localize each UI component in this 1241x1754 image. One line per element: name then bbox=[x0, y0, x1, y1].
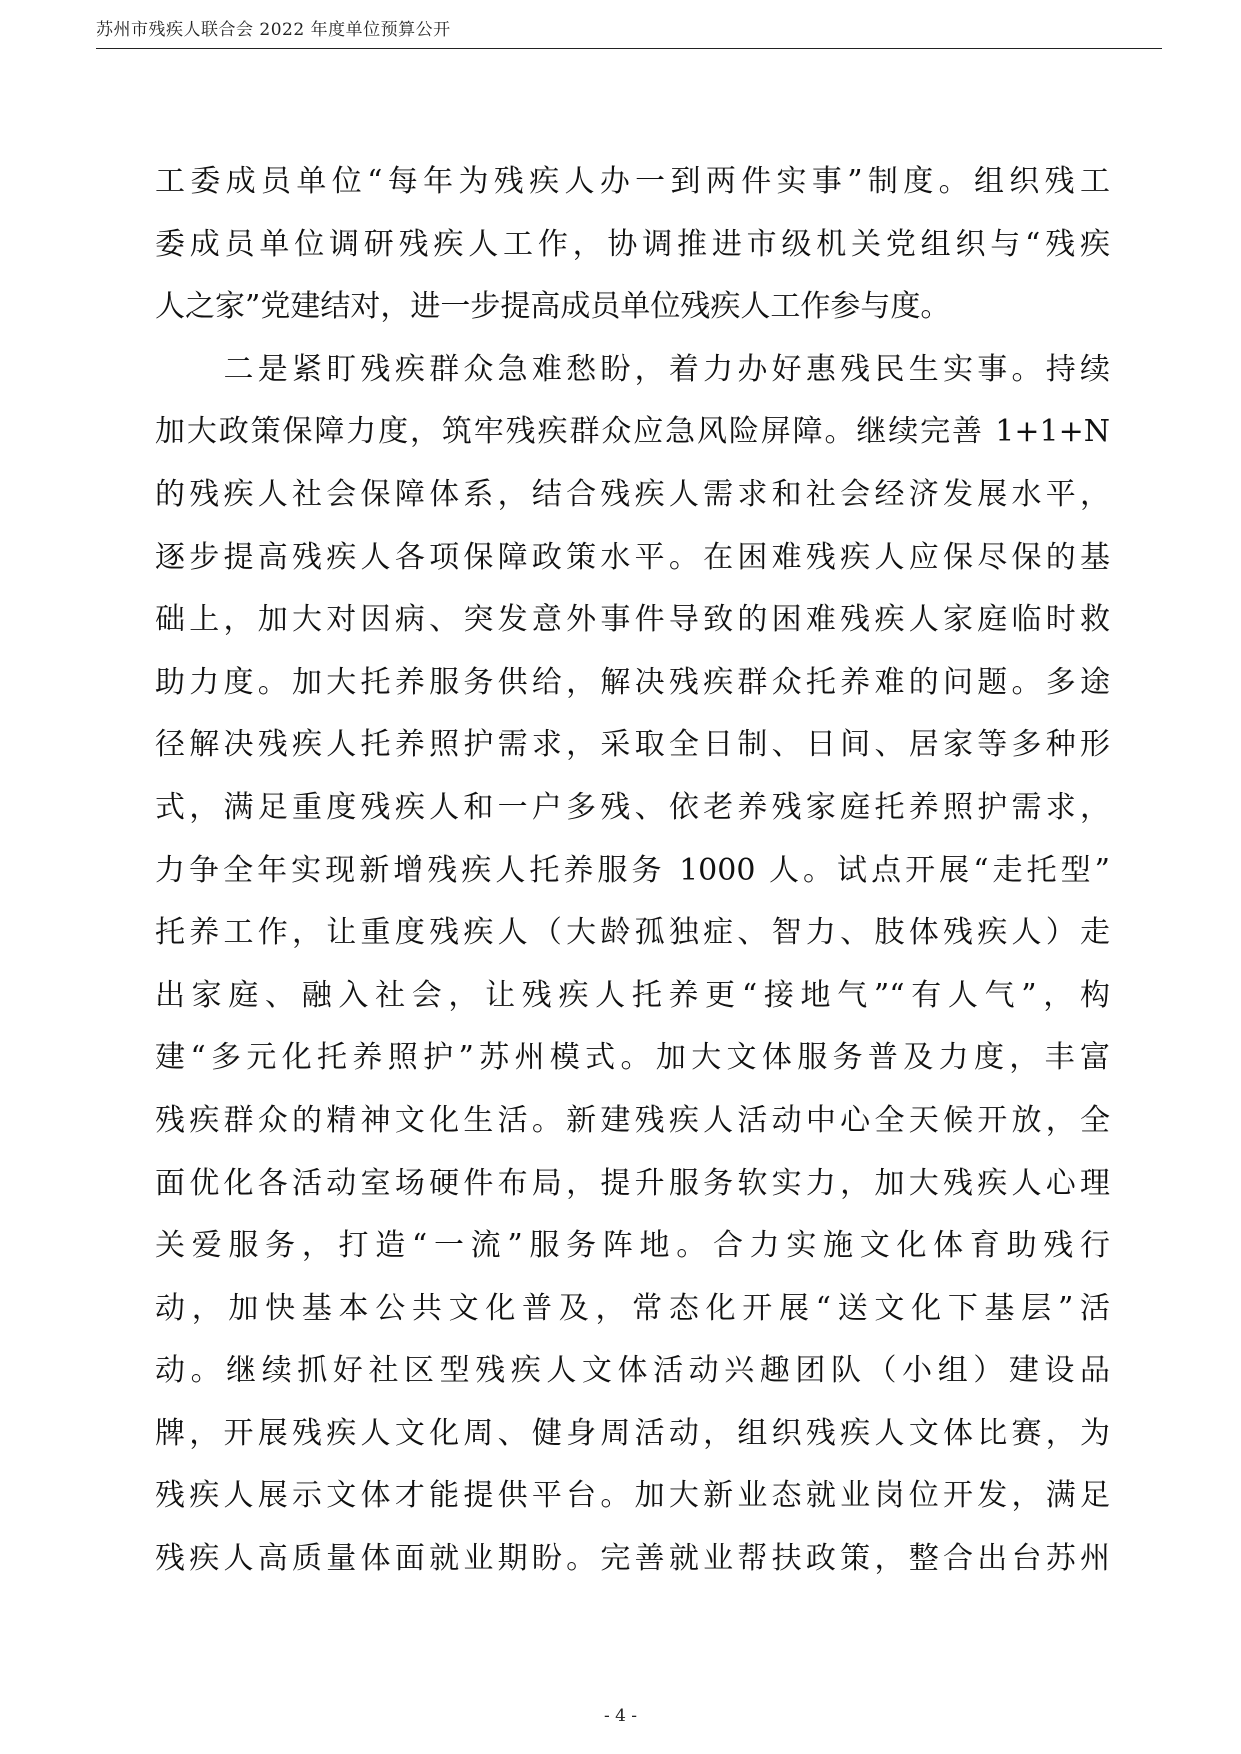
document-title: 苏州市残疾人联合会 2022 年度单位预算公开 bbox=[96, 20, 451, 40]
text-line: 助力度。加大托养服务供给，解决残疾群众托养难的问题。多途 bbox=[155, 664, 1110, 700]
page-number: - 4 - bbox=[603, 1706, 638, 1726]
text-line: 加大政策保障力度，筑牢残疾群众应急风险屏障。继续完善 1+1+N bbox=[155, 414, 1110, 450]
text-line: 面优化各活动室场硬件布局，提升服务软实力，加大残疾人心理 bbox=[155, 1165, 1110, 1201]
text-line: 的残疾人社会保障体系，结合残疾人需求和社会经济发展水平， bbox=[155, 476, 1110, 512]
text-line: 残疾群众的精神文化生活。新建残疾人活动中心全天候开放，全 bbox=[155, 1102, 1110, 1138]
text-line: 动。继续抓好社区型残疾人文体活动兴趣团队（小组）建设品 bbox=[155, 1353, 1110, 1389]
text-line: 径解决残疾人托养照护需求，采取全日制、日间、居家等多种形 bbox=[155, 727, 1110, 763]
text-line: 二是紧盯残疾群众急难愁盼，着力办好惠残民生实事。持续 bbox=[155, 351, 1110, 387]
text-line: 关爱服务，打造“一流”服务阵地。合力实施文化体育助残行 bbox=[155, 1228, 1110, 1264]
text-line: 牌，开展残疾人文化周、健身周活动，组织残疾人文体比赛，为 bbox=[155, 1415, 1110, 1451]
text-line: 托养工作，让重度残疾人（大龄孤独症、智力、肢体残疾人）走 bbox=[155, 915, 1110, 951]
text-line: 逐步提高残疾人各项保障政策水平。在困难残疾人应保尽保的基 bbox=[155, 539, 1110, 575]
text-line: 出家庭、融入社会，让残疾人托养更“接地气”“有人气”，构 bbox=[155, 977, 1110, 1013]
text-line: 力争全年实现新增残疾人托养服务 1000 人。试点开展“走托型” bbox=[155, 852, 1110, 888]
page-header bbox=[96, 20, 1162, 49]
text-line: 委成员单位调研残疾人工作，协调推进市级机关党组织与“残疾 bbox=[155, 226, 1110, 262]
text-line: 础上，加大对因病、突发意外事件导致的困难残疾人家庭临时救 bbox=[155, 602, 1110, 638]
text-line: 残疾人展示文体才能提供平台。加大新业态就业岗位开发，满足 bbox=[155, 1478, 1110, 1514]
text-line: 式，满足重度残疾人和一户多残、依老养残家庭托养照护需求， bbox=[155, 789, 1110, 825]
text-line: 残疾人高质量体面就业期盼。完善就业帮扶政策，整合出台苏州 bbox=[155, 1541, 1110, 1577]
body-text bbox=[155, 158, 1110, 1598]
text-line: 工委成员单位“每年为残疾人办一到两件实事”制度。组织残工 bbox=[155, 164, 1110, 199]
text-line: 建“多元化托养照护”苏州模式。加大文体服务普及力度，丰富 bbox=[155, 1040, 1110, 1076]
text-line: 人之家”党建结对，进一步提高成员单位残疾人工作参与度。 bbox=[155, 289, 951, 325]
text-line: 动，加快基本公共文化普及，常态化开展“送文化下基层”活 bbox=[155, 1290, 1110, 1326]
